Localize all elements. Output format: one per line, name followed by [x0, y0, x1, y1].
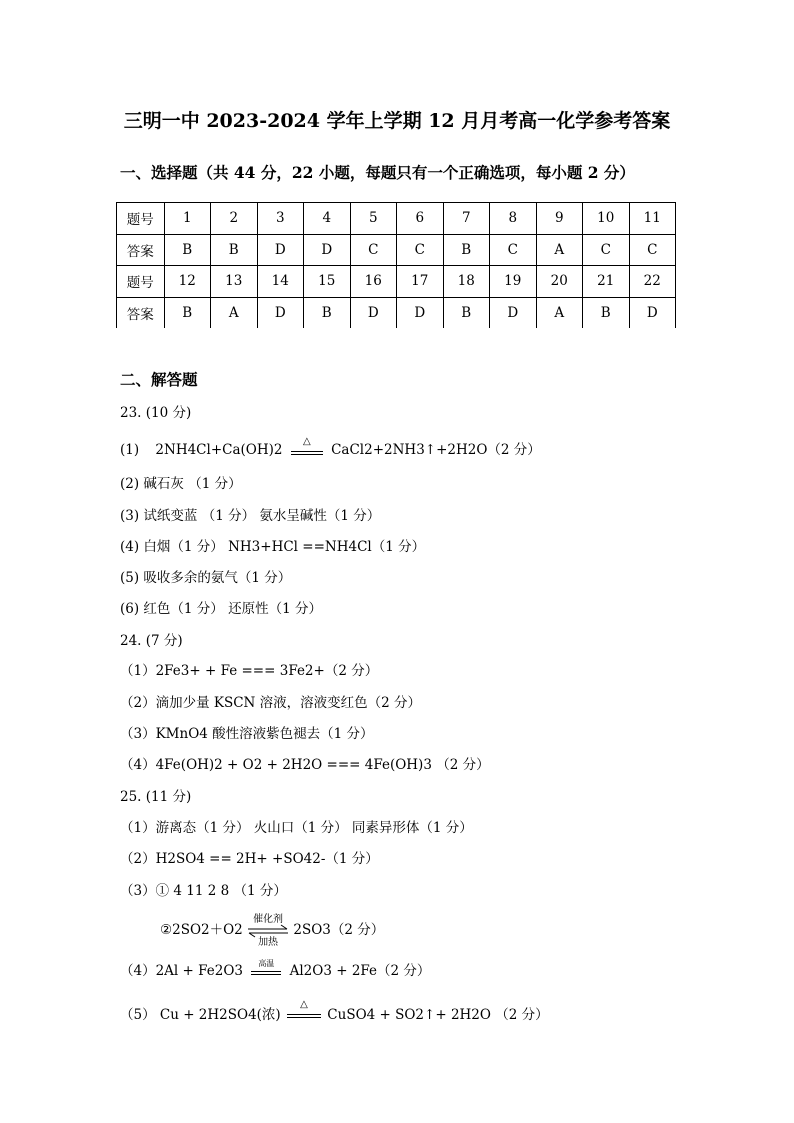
- question-number: 7: [443, 203, 490, 235]
- q24-line-4: （4）4Fe(OH)2 + O2 + 2H2O === 4Fe(OH)3 （2 分）: [120, 757, 490, 773]
- question-number: 18: [443, 266, 490, 298]
- condition-heat: △: [302, 435, 311, 447]
- q23-line-1: [120, 435, 541, 458]
- question-number: 16: [350, 266, 397, 298]
- equals-sign-icon: [251, 958, 281, 979]
- answer-cell: C: [583, 234, 630, 266]
- question-number: 5: [350, 203, 397, 235]
- condition-heating: 加热: [258, 936, 279, 948]
- answer-cell: C: [490, 234, 537, 266]
- q25-header: 25. (11 分): [120, 789, 192, 805]
- table-row: [117, 203, 676, 235]
- question-number: 3: [257, 203, 304, 235]
- condition-heat: △: [300, 998, 308, 1010]
- answer-cell: D: [629, 297, 676, 328]
- answer-cell: B: [443, 234, 490, 266]
- answer-cell: A: [536, 234, 583, 266]
- equation-left: （4）2Al + Fe2O3: [120, 963, 244, 979]
- answer-cell: D: [257, 297, 304, 328]
- line-label: (1): [120, 442, 140, 458]
- answer-cell: C: [629, 234, 676, 266]
- q25-line-6: [120, 998, 549, 1023]
- answer-cell: B: [304, 297, 351, 328]
- answer-cell: C: [397, 234, 444, 266]
- q24-line-2: （2）滴加少量 KSCN 溶液，溶液变红色（2 分）: [120, 695, 422, 711]
- q23-line-5: (5) 吸收多余的氨气（1 分）: [120, 570, 292, 586]
- question-number: 22: [629, 266, 676, 298]
- question-number: 9: [536, 203, 583, 235]
- equation-right: CuSO4 + SO2↑+ 2H2O （2 分）: [327, 1007, 549, 1023]
- answer-cell: B: [583, 297, 630, 328]
- question-number: 20: [536, 266, 583, 298]
- question-number: 10: [583, 203, 630, 235]
- equation-left: ②2SO2＋O2: [160, 922, 243, 938]
- answer-cell: D: [257, 234, 304, 266]
- question-number: 8: [490, 203, 537, 235]
- answer-cell: D: [350, 297, 397, 328]
- answer-cell: D: [397, 297, 444, 328]
- answer-cell: A: [536, 297, 583, 328]
- equals-sign-icon: [291, 435, 323, 458]
- equals-sign-icon: [287, 998, 321, 1023]
- question-number: 15: [304, 266, 351, 298]
- question-number: 13: [211, 266, 258, 298]
- equation-left: （5） Cu + 2H2SO4(浓): [120, 1007, 281, 1023]
- q23-line-6: (6) 红色（1 分） 还原性（1 分）: [120, 601, 322, 617]
- answer-cell: D: [304, 234, 351, 266]
- q23-line-3: (3) 试纸变蓝 （1 分） 氨水呈碱性（1 分）: [120, 508, 381, 524]
- q25-line-2: （2）H2SO4 == 2H+ +SO42-（1 分）: [120, 851, 379, 867]
- question-number: 11: [629, 203, 676, 235]
- answer-cell: D: [490, 297, 537, 328]
- table-row: [117, 297, 676, 328]
- question-number: 6: [397, 203, 444, 235]
- q25-line-3: （3）① 4 11 2 8 （1 分）: [120, 883, 287, 899]
- question-number: 21: [583, 266, 630, 298]
- q23-line-2: (2) 碱石灰 （1 分）: [120, 476, 242, 492]
- question-number: 17: [397, 266, 444, 298]
- equation-right: 2SO3（2 分）: [293, 922, 385, 938]
- condition-catalyst: 催化剂: [253, 913, 284, 925]
- row-label-answer: 答案: [117, 234, 165, 266]
- question-number: 1: [164, 203, 211, 235]
- q25-line-4: [160, 913, 385, 948]
- question-number: 14: [257, 266, 304, 298]
- reversible-arrow-icon: [247, 913, 289, 948]
- table-row: [117, 234, 676, 266]
- answer-cell: B: [211, 234, 258, 266]
- answer-table: [116, 202, 676, 328]
- page-title: 三明一中 2023-2024 学年上学期 12 月月考高一化学参考答案: [123, 110, 671, 132]
- section1-heading: 一、选择题（共 44 分，22 小题，每题只有一个正确选项，每小题 2 分）: [120, 163, 635, 182]
- row-label-question: 题号: [117, 203, 165, 235]
- table-row: [117, 266, 676, 298]
- answer-cell: B: [164, 297, 211, 328]
- section2-heading: 二、解答题: [120, 370, 198, 389]
- q24-header: 24. (7 分): [120, 633, 183, 649]
- q24-line-1: （1）2Fe3+ + Fe === 3Fe2+（2 分）: [120, 663, 379, 679]
- question-number: 12: [164, 266, 211, 298]
- q25-line-1: （1）游离态（1 分） 火山口（1 分） 同素异形体（1 分）: [120, 820, 473, 836]
- answer-cell: B: [443, 297, 490, 328]
- row-label-answer: 答案: [117, 297, 165, 328]
- row-label-question: 题号: [117, 266, 165, 298]
- answer-cell: B: [164, 234, 211, 266]
- question-number: 2: [211, 203, 258, 235]
- equation-left: 2NH4Cl+Ca(OH)2: [155, 442, 283, 458]
- q25-line-5: [120, 959, 430, 979]
- answer-cell: C: [350, 234, 397, 266]
- equation-right: CaCl2+2NH3↑+2H2O（2 分）: [331, 442, 541, 458]
- question-number: 4: [304, 203, 351, 235]
- answer-cell: A: [211, 297, 258, 328]
- condition-high-temp: 高温: [258, 958, 275, 968]
- question-number: 19: [490, 266, 537, 298]
- q24-line-3: （3）KMnO4 酸性溶液紫色褪去（1 分）: [120, 726, 374, 742]
- q23-line-4: (4) 白烟（1 分） NH3+HCl ==NH4Cl（1 分）: [120, 539, 426, 555]
- q23-header: 23. (10 分): [120, 405, 192, 421]
- equation-right: Al2O3 + 2Fe（2 分）: [289, 963, 431, 979]
